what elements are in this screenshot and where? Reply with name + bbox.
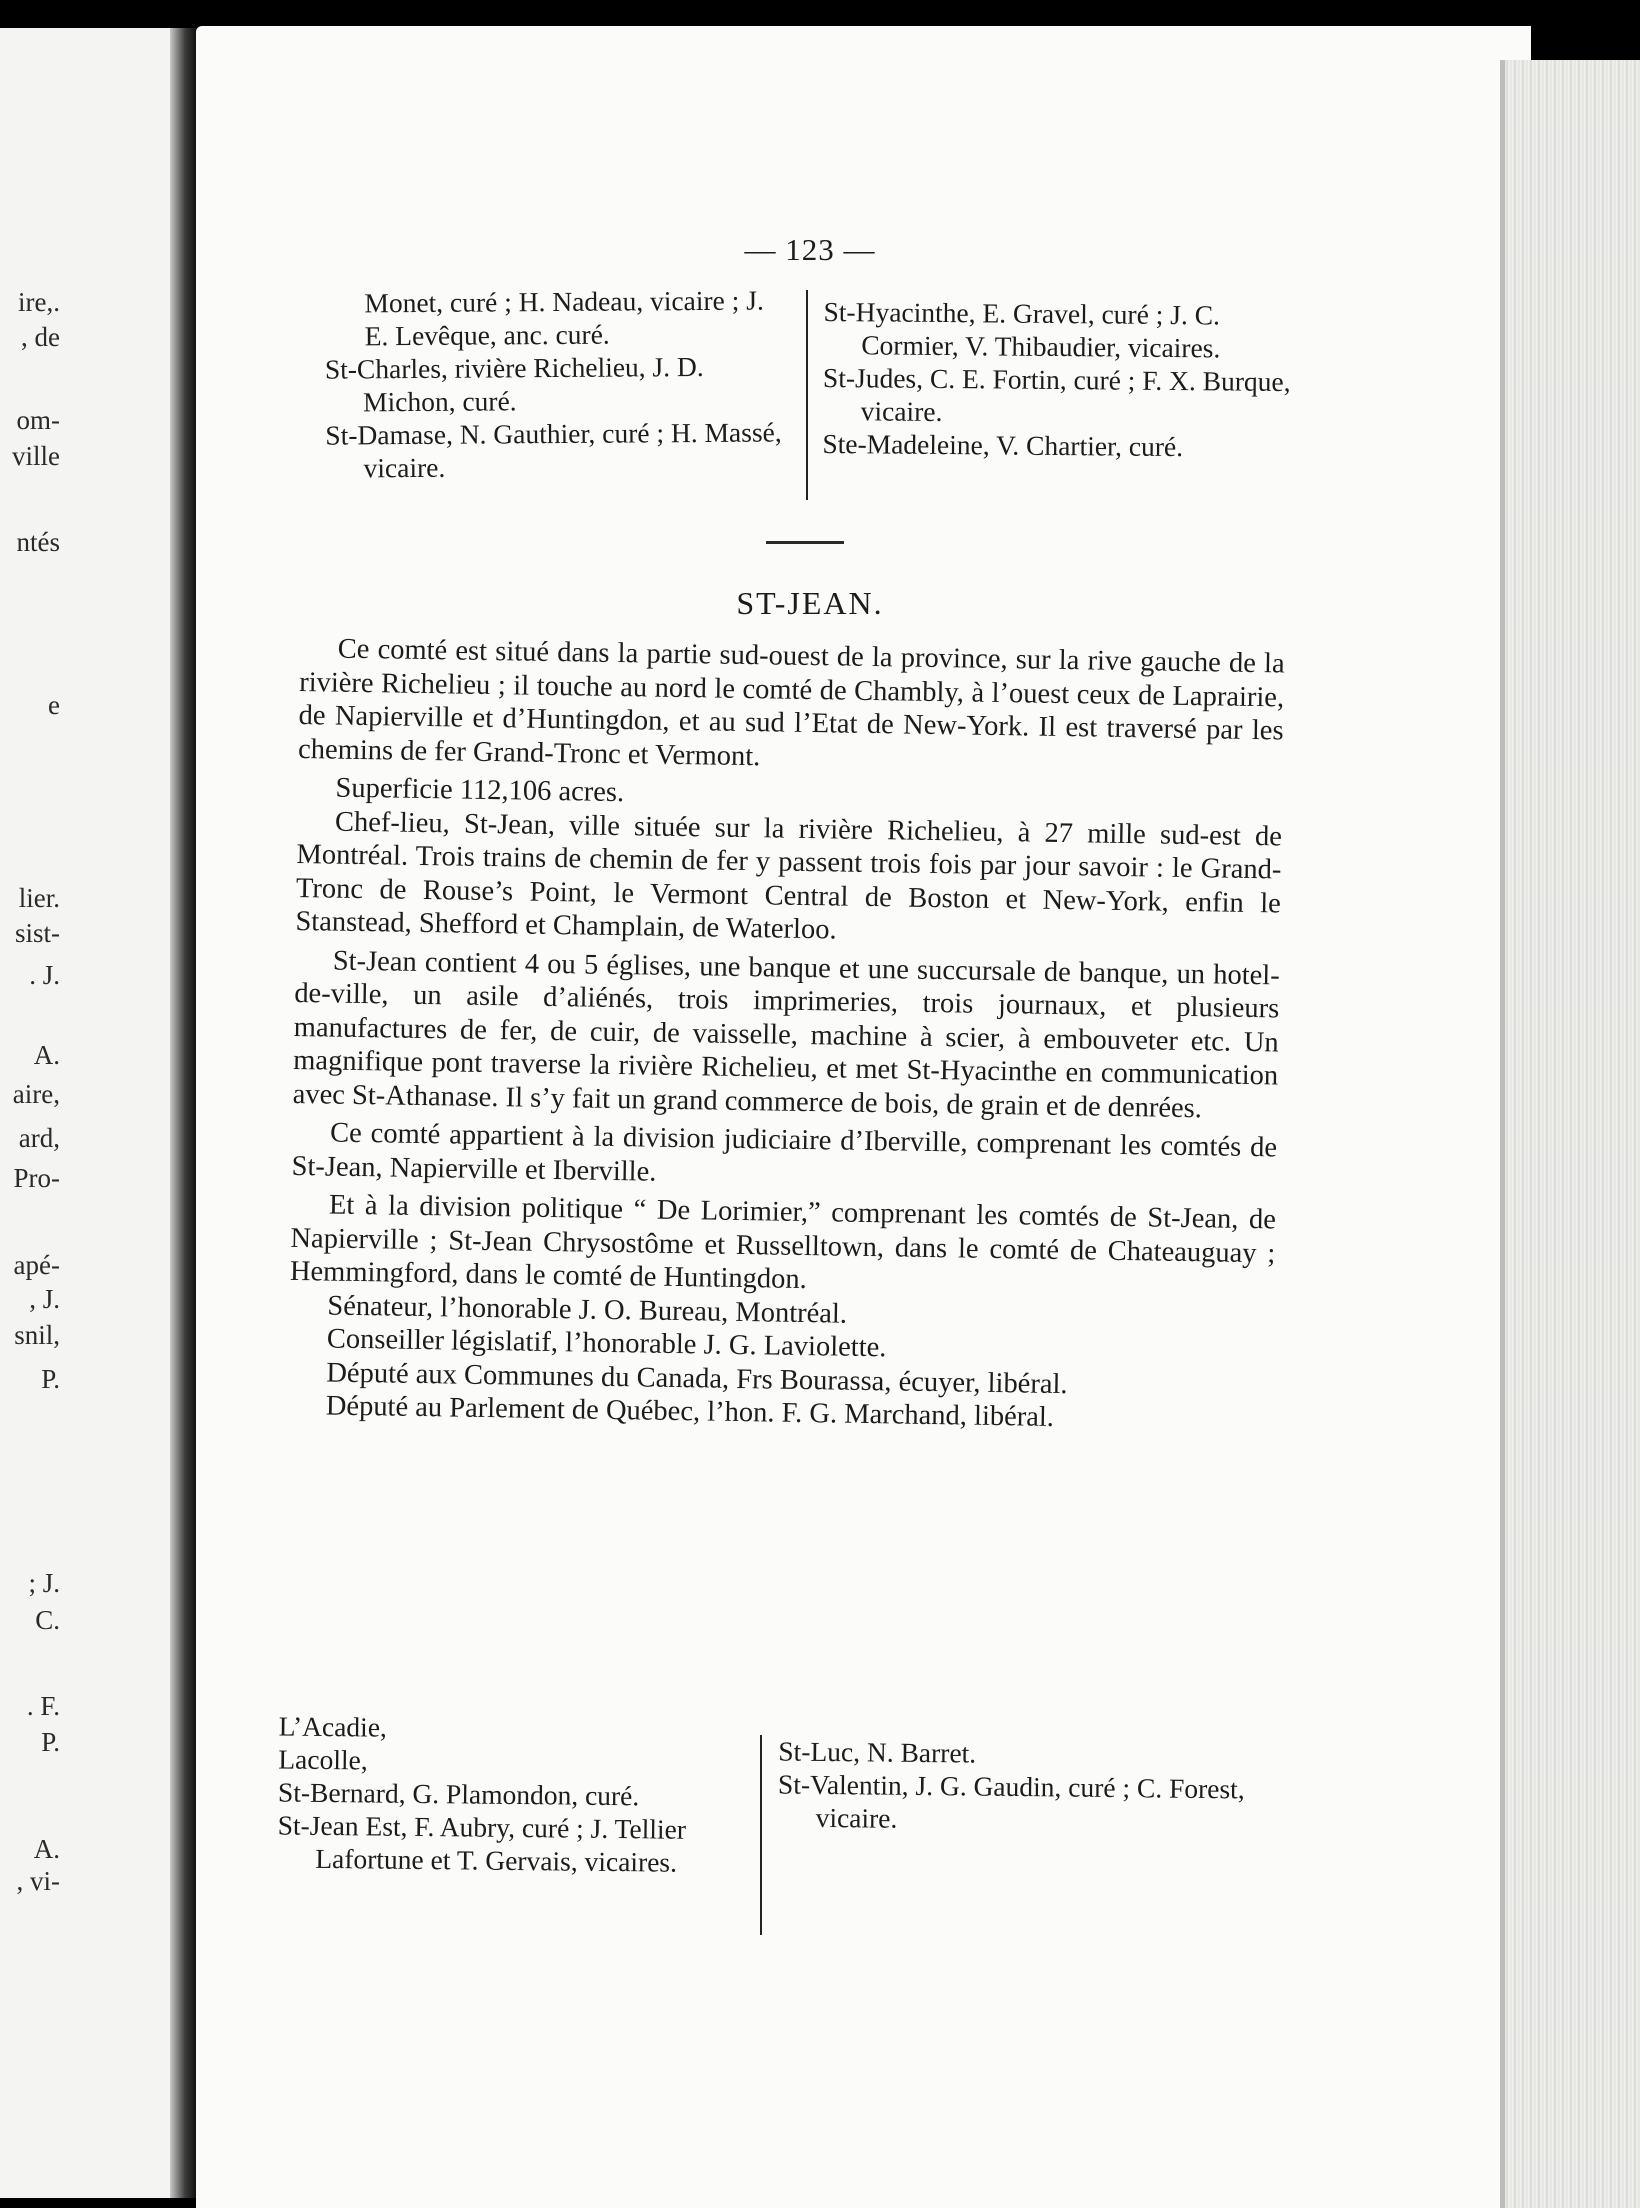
section-rule <box>766 541 844 544</box>
list-entry: St-Hyacinthe, E. Gravel, curé ; J. C. Cormier, V. Thibaudier, vicaires. <box>823 295 1221 364</box>
list-entry: Ste-Madeleine, V. Chartier, curé. <box>822 427 1184 463</box>
section-body <box>288 632 1285 1438</box>
margin-fragment: , J. <box>29 1284 60 1314</box>
paragraph: St-Jean contient 4 ou 5 églises, une banque et une succursale de banque, un hotel-de-ville, un asile d’aliénés, trois imprimeries, trois journaux, et plusieurs manufactures de fer, de cuir, de vaisselle, machine à scier, à embouveter etc. Un magnifique pont traverse la rivière Richelieu, et met St-Hyacinthe en communication avec St-Athanase. Il s’y fait un grand commerce de bois, de grain et de denrées. <box>292 945 1280 1124</box>
margin-fragment: apé- <box>13 1250 60 1280</box>
margin-fragment: ntés <box>16 527 60 557</box>
margin-fragment: ire,. <box>18 287 60 317</box>
top-right-column <box>822 295 1293 464</box>
list-entry: St-Bernard, G. Plamondon, curé. <box>277 1776 640 1812</box>
margin-fragment: , de <box>21 322 60 352</box>
paragraph: Ce comté est situé dans la partie sud-ouest de la province, sur la rive gauche de la rivière Richelieu ; il touche au nord le comté de Chambly, à l’ouest ceux de Laprairie, de Napierville et d’Huntingdon, et au sud l’Etat de New-York. Il est traversé par les chemins de fer Grand-Tronc et Vermont. <box>297 633 1285 772</box>
margin-fragment: Pro- <box>13 1163 60 1193</box>
margin-fragment: C. <box>35 1605 60 1635</box>
paragraph: Ce comté appartient à la division judiciaire d’Iberville, comprenant les comtés de St-Jean, Napierville et Iberville. <box>291 1117 1278 1188</box>
margin-fragment: snil, <box>14 1320 60 1350</box>
list-entry: St-Luc, N. Barret. <box>778 1735 977 1769</box>
margin-fragment: sist- <box>14 918 60 948</box>
page-edges <box>1505 60 1640 2208</box>
bottom-right-column <box>777 1734 1258 1838</box>
margin-fragment: e <box>48 690 60 720</box>
margin-fragment: P. <box>41 1364 60 1394</box>
margin-fragment: . J. <box>29 960 60 990</box>
margin-fragment: ville <box>12 441 60 471</box>
column-divider <box>760 1735 762 1935</box>
margin-fragment: , vi- <box>16 1866 60 1896</box>
margin-fragment: aire, <box>12 1079 60 1109</box>
book-gutter <box>170 28 198 2198</box>
margin-fragment: A. <box>33 1040 60 1070</box>
paragraph: Conseiller législatif, l’honorable J. G. Laviolette. <box>326 1323 887 1364</box>
paragraph: Sénateur, l’honorable J. O. Bureau, Montréal. <box>327 1290 848 1330</box>
list-entry: L’Acadie, <box>278 1710 388 1743</box>
list-entry: St-Charles, rivière Richelieu, J. D. Michon, curé. <box>324 350 704 418</box>
top-left-column <box>324 283 790 484</box>
margin-fragment: . F. <box>26 1691 60 1721</box>
margin-fragment: lier. <box>18 883 60 913</box>
paragraph: Superficie 112,106 acres. <box>335 772 625 809</box>
page-number: — 123 — <box>744 232 876 267</box>
list-entry: Monet, curé ; H. Nadeau, vicaire ; J. E. Levêque, anc. curé. <box>364 284 764 352</box>
margin-fragment: ard, <box>18 1123 60 1153</box>
margin-fragment: P. <box>41 1727 60 1757</box>
margin-fragment: om- <box>16 405 60 435</box>
paragraph: Député aux Communes du Canada, Frs Bourassa, écuyer, libéral. <box>326 1357 1068 1400</box>
paragraph: Chef-lieu, St-Jean, ville située sur la rivière Richelieu, à 27 mille sud-est de Montréal. Trois trains de chemin de fer y passent trois fois par jour savoir : le Grand-Tronc de Rouse’s Point, le Vermont Central de Boston et New-York, enfin le Stanstead, Shefford et Champlain, de Waterloo. <box>295 806 1283 946</box>
bottom-left-column <box>277 1709 759 1879</box>
paragraph: Et à la division politique “ De Lorimier,” comprenant les comtés de St-Jean, de Napierville ; St-Jean Chrysostôme et Russelltown, dans le comté de Chateauguay ; Hemmingford, dans le comté de Huntingdon. <box>289 1189 1277 1296</box>
list-entry: Lacolle, <box>278 1743 368 1776</box>
list-entry: St-Jean Est, F. Aubry, curé ; J. Tellier Lafortune et T. Gervais, vicaires. <box>277 1809 687 1878</box>
section-title: ST-JEAN. <box>736 585 884 621</box>
paragraph: Député au Parlement de Québec, l’hon. F. G. Marchand, libéral. <box>325 1390 1055 1433</box>
column-divider <box>806 290 808 500</box>
list-entry: St-Damase, N. Gauthier, curé ; H. Massé, vicaire. <box>325 416 782 484</box>
margin-fragment: ; J. <box>28 1568 60 1598</box>
list-entry: St-Judes, C. E. Fortin, curé ; F. X. Burque, vicaire. <box>822 361 1291 427</box>
list-entry: St-Valentin, J. G. Gaudin, curé ; C. Forest, vicaire. <box>777 1768 1245 1834</box>
margin-fragment: A. <box>33 1834 60 1864</box>
